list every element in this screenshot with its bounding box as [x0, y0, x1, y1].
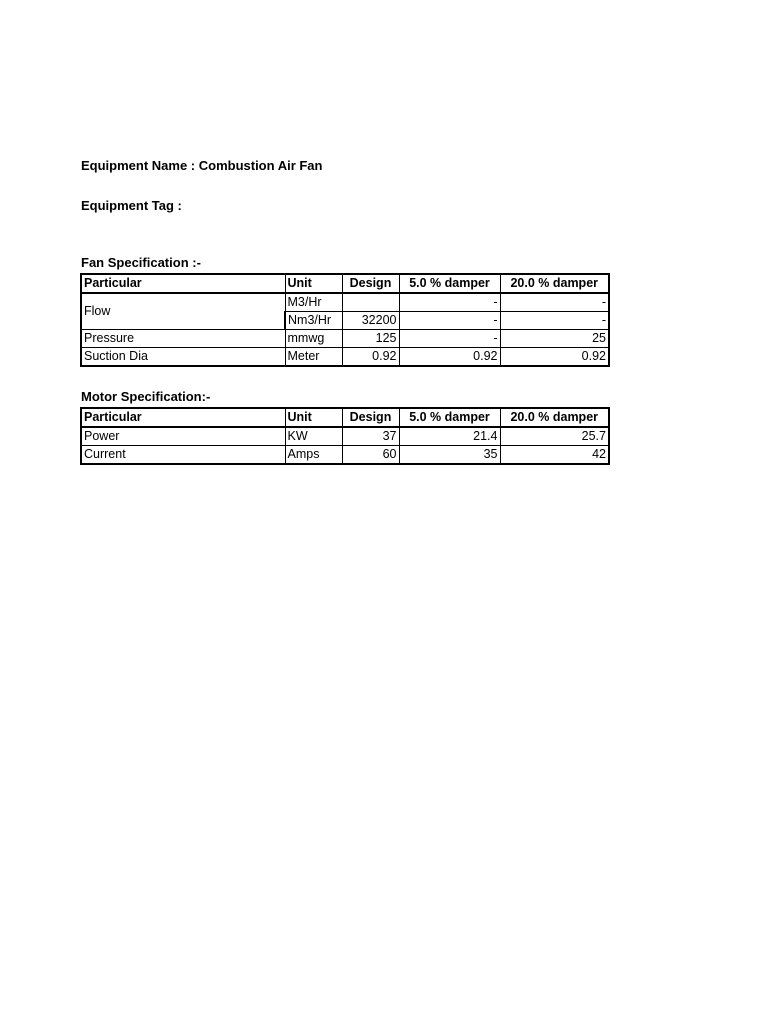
header-damper-20: 20.0 % damper: [500, 408, 609, 427]
cell-damper-20: -: [500, 312, 609, 330]
header-design: Design: [342, 274, 399, 293]
header-particular: Particular: [81, 274, 285, 293]
cell-design: 125: [342, 330, 399, 348]
header-damper-5: 5.0 % damper: [399, 408, 500, 427]
cell-design: [342, 293, 399, 312]
table-row: [81, 293, 609, 312]
table-row: [81, 427, 609, 446]
cell-damper-5: -: [399, 293, 500, 312]
cell-damper-5: -: [399, 312, 500, 330]
header-design: Design: [342, 408, 399, 427]
cell-damper-5: 21.4: [399, 427, 500, 446]
cell-damper-5: 0.92: [399, 348, 500, 367]
fan-spec-table: [80, 273, 610, 367]
header-particular: Particular: [81, 408, 285, 427]
cell-unit: Meter: [285, 348, 342, 367]
header-unit: Unit: [285, 408, 342, 427]
cell-particular: Power: [81, 427, 285, 446]
table-header-row: [81, 274, 609, 293]
table-header-row: [81, 408, 609, 427]
cell-particular: Pressure: [81, 330, 285, 348]
cell-design: 32200: [342, 312, 399, 330]
cell-unit: mmwg: [285, 330, 342, 348]
cell-damper-20: 25: [500, 330, 609, 348]
cell-unit: Amps: [285, 446, 342, 465]
fan-spec-title: Fan Specification :-: [81, 255, 201, 270]
cell-damper-20: 0.92: [500, 348, 609, 367]
cell-damper-20: -: [500, 293, 609, 312]
cell-damper-5: 35: [399, 446, 500, 465]
cell-damper-20: 42: [500, 446, 609, 465]
table-row: [81, 446, 609, 465]
header-damper-5: 5.0 % damper: [399, 274, 500, 293]
cell-particular: Suction Dia: [81, 348, 285, 367]
cell-particular: Flow: [81, 293, 285, 330]
cell-design: 60: [342, 446, 399, 465]
cell-particular: Current: [81, 446, 285, 465]
table-row: [81, 348, 609, 367]
cell-unit: KW: [285, 427, 342, 446]
cell-unit: M3/Hr: [285, 293, 342, 312]
cell-unit: Nm3/Hr: [285, 312, 342, 330]
cell-design: 0.92: [342, 348, 399, 367]
cell-design: 37: [342, 427, 399, 446]
cell-damper-5: -: [399, 330, 500, 348]
header-unit: Unit: [285, 274, 342, 293]
header-damper-20: 20.0 % damper: [500, 274, 609, 293]
equipment-name-heading: Equipment Name : Combustion Air Fan: [81, 158, 323, 173]
equipment-tag-heading: Equipment Tag :: [81, 198, 182, 213]
motor-spec-table: [80, 407, 610, 465]
motor-spec-title: Motor Specification:-: [81, 389, 211, 404]
cell-damper-20: 25.7: [500, 427, 609, 446]
table-row: [81, 330, 609, 348]
